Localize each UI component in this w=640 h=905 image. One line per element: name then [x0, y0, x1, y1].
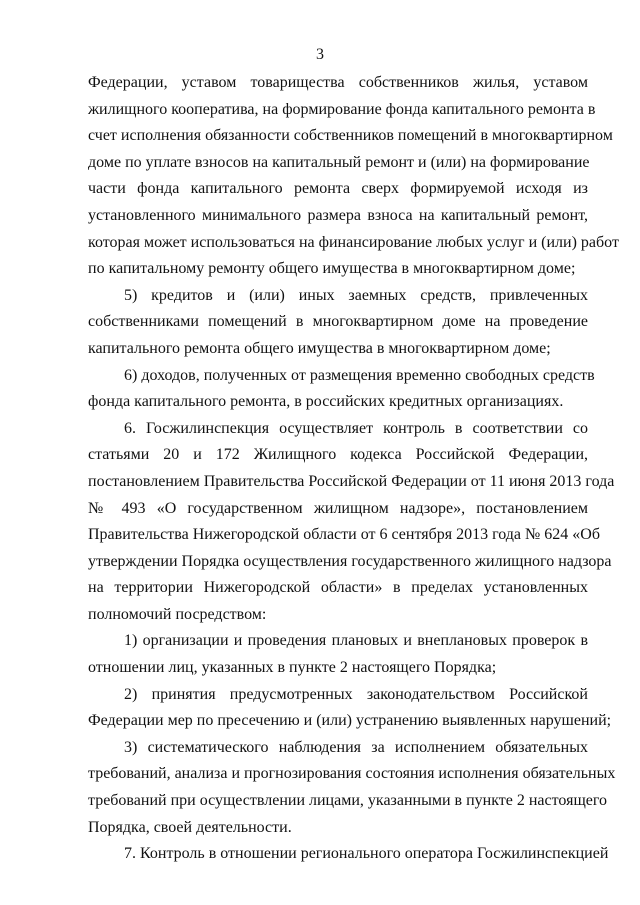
text-line: отношении лиц, указанных в пункте 2 настоящего Порядка;	[88, 659, 497, 677]
text-line: Федерации мер по пресечению и (или) устранению выявленных нарушений;	[88, 712, 612, 730]
page-number: 3	[316, 46, 324, 63]
text-line: капитального ремонта общего имущества в многоквартирном доме;	[88, 339, 551, 357]
text-line: части фонда капитального ремонта сверх формируемой исходя из	[88, 180, 588, 198]
text-line: 2) принятия предусмотренных законодательством Российской	[124, 685, 588, 703]
text-line: Федерации, уставом товарищества собственников жилья, уставом	[88, 74, 588, 91]
text-line: фонда капитального ремонта, в российских кредитных организациях.	[88, 393, 564, 411]
text-line: требований при осуществлении лицами, указанными в пункте 2 настоящего	[88, 792, 608, 810]
text-line: 5) кредитов и (или) иных заемных средств, привлеченных	[124, 286, 588, 304]
text-line: полномочий посредством:	[88, 605, 267, 623]
text-line: Правительства Нижегородской области от 6 сентября 2013 года № 624 «Об	[88, 526, 600, 544]
text-line: Порядка, своей деятельности.	[88, 818, 292, 836]
text-line: требований, анализа и прогнозирования состояния исполнения обязательных	[88, 765, 616, 783]
text-line: которая может использоваться на финансирование любых услуг и (или) работ	[88, 233, 619, 251]
text-line: 6) доходов, полученных от размещения временно свободных средств	[124, 366, 595, 384]
text-line: счет исполнения обязанности собственников помещений в многоквартирном	[88, 127, 613, 145]
text-line: по капитальному ремонту общего имущества в многоквартирном доме;	[88, 260, 576, 278]
text-line: 3) систематического наблюдения за исполнением обязательных	[124, 738, 588, 756]
text-line: собственниками помещений в многоквартирном доме на проведение	[88, 313, 588, 331]
text-line: установленного минимального размера взноса на капитальный ремонт,	[88, 206, 588, 224]
text-line: 1) организации и проведения плановых и внеплановых проверок в	[124, 632, 588, 650]
text-line: постановлением Правительства Российской Федерации от 11 июня 2013 года	[88, 472, 615, 490]
text-line: № 493 «О государственном жилищном надзоре», постановлением	[88, 499, 588, 517]
text-line: 6. Госжилинспекция осуществляет контроль в соответствии со	[124, 419, 588, 437]
text-line: статьями 20 и 172 Жилищного кодекса Российской Федерации,	[88, 446, 588, 464]
body-text	[88, 70, 619, 868]
text-line: доме по уплате взносов на капитальный ремонт и (или) на формирование	[88, 153, 590, 171]
text-line: 7. Контроль в отношении регионального оператора Госжилинспекцией	[124, 845, 609, 863]
text-line: утверждении Порядка осуществления государственного жилищного надзора	[88, 552, 612, 570]
text-line: на территории Нижегородской области» в пределах установленных	[88, 579, 588, 597]
text-line: жилищного кооператива, на формирование фонда капитального ремонта в	[88, 100, 596, 118]
